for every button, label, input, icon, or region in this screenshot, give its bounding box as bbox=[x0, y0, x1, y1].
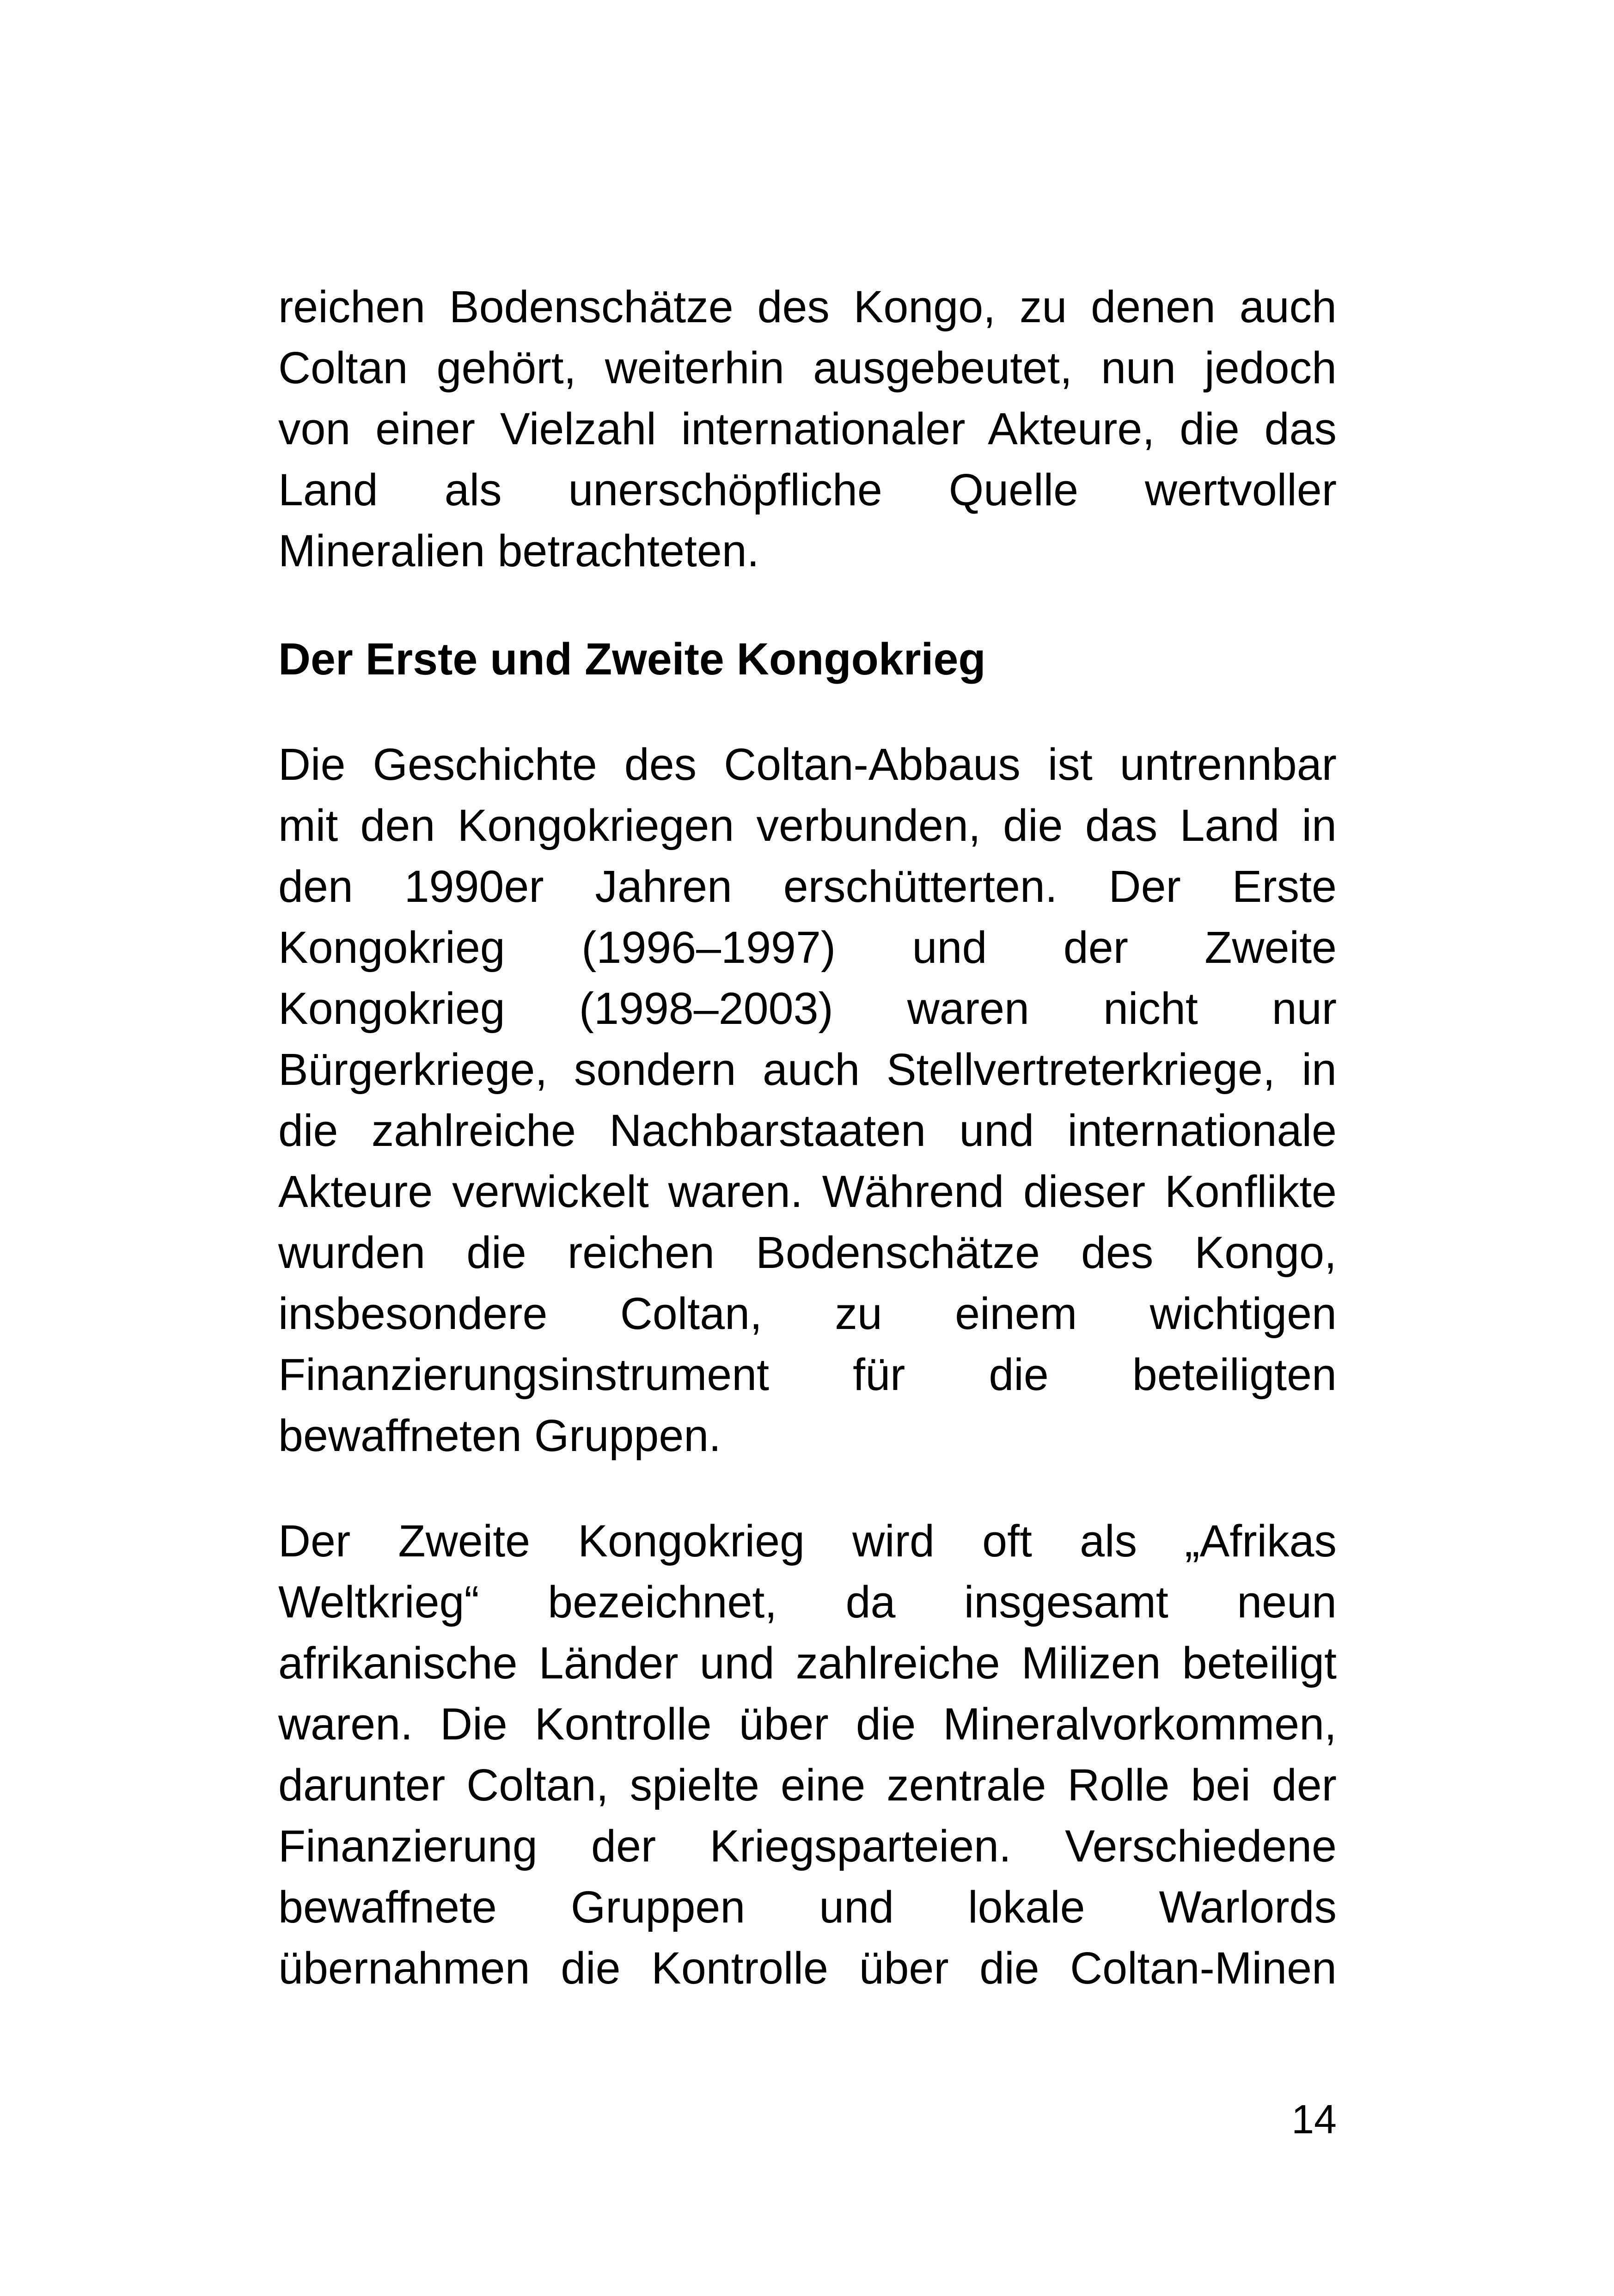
page-number: 14 bbox=[1291, 2096, 1337, 2142]
text-line: Land als unerschöpfliche Quelle wertvoller bbox=[278, 465, 1337, 515]
text-line: Der Zweite Kongokrieg wird oft als „Afrikas bbox=[278, 1516, 1337, 1566]
text-line: Bürgerkriege, sondern auch Stellvertreterkriege, in bbox=[278, 1044, 1337, 1095]
text-line: Kongokrieg (1996–1997) und der Zweite bbox=[278, 922, 1337, 973]
text-line: waren. Die Kontrolle über die Mineralvorkommen, bbox=[278, 1699, 1337, 1749]
text-line: Coltan gehört, weiterhin ausgebeutet, nun jedoch bbox=[278, 343, 1337, 393]
text-line: darunter Coltan, spielte eine zentrale Rolle bei der bbox=[278, 1760, 1337, 1810]
text-line: bewaffnete Gruppen und lokale Warlords bbox=[278, 1882, 1337, 1932]
text-line: insbesondere Coltan, zu einem wichtigen bbox=[278, 1288, 1337, 1339]
text-line: Weltkrieg“ bezeichnet, da insgesamt neun bbox=[278, 1577, 1337, 1627]
text-line: Kongokrieg (1998–2003) waren nicht nur bbox=[278, 983, 1337, 1034]
text-line: Mineralien betrachteten. bbox=[278, 526, 759, 576]
text-line: Finanzierung der Kriegsparteien. Verschiedene bbox=[278, 1821, 1337, 1871]
text-line: wurden die reichen Bodenschätze des Kongo, bbox=[278, 1227, 1337, 1278]
section-heading: Der Erste und Zweite Kongokrieg bbox=[278, 634, 986, 684]
body-paragraph bbox=[278, 1511, 1337, 1999]
text-line: Akteure verwickelt waren. Während dieser Konflikte bbox=[278, 1166, 1337, 1217]
text-line: mit den Kongokriegen verbunden, die das Land in bbox=[278, 800, 1337, 851]
text-line: bewaffneten Gruppen. bbox=[278, 1410, 721, 1461]
text-line: Finanzierungsinstrument für die beteiligten bbox=[278, 1349, 1337, 1400]
text-line: Die Geschichte des Coltan-Abbaus ist untrennbar bbox=[278, 739, 1337, 790]
text-line: übernahmen die Kontrolle über die Coltan-Minen bbox=[278, 1943, 1337, 1993]
text-line: von einer Vielzahl internationaler Akteure, die das bbox=[278, 404, 1337, 454]
body-paragraph bbox=[278, 276, 1337, 582]
text-line: die zahlreiche Nachbarstaaten und internationale bbox=[278, 1105, 1337, 1156]
text-line: afrikanische Länder und zahlreiche Milizen beteiligt bbox=[278, 1638, 1337, 1688]
body-paragraph bbox=[278, 734, 1337, 1466]
text-line: reichen Bodenschätze des Kongo, zu denen auch bbox=[278, 282, 1337, 332]
text-line: den 1990er Jahren erschütterten. Der Erste bbox=[278, 861, 1337, 912]
